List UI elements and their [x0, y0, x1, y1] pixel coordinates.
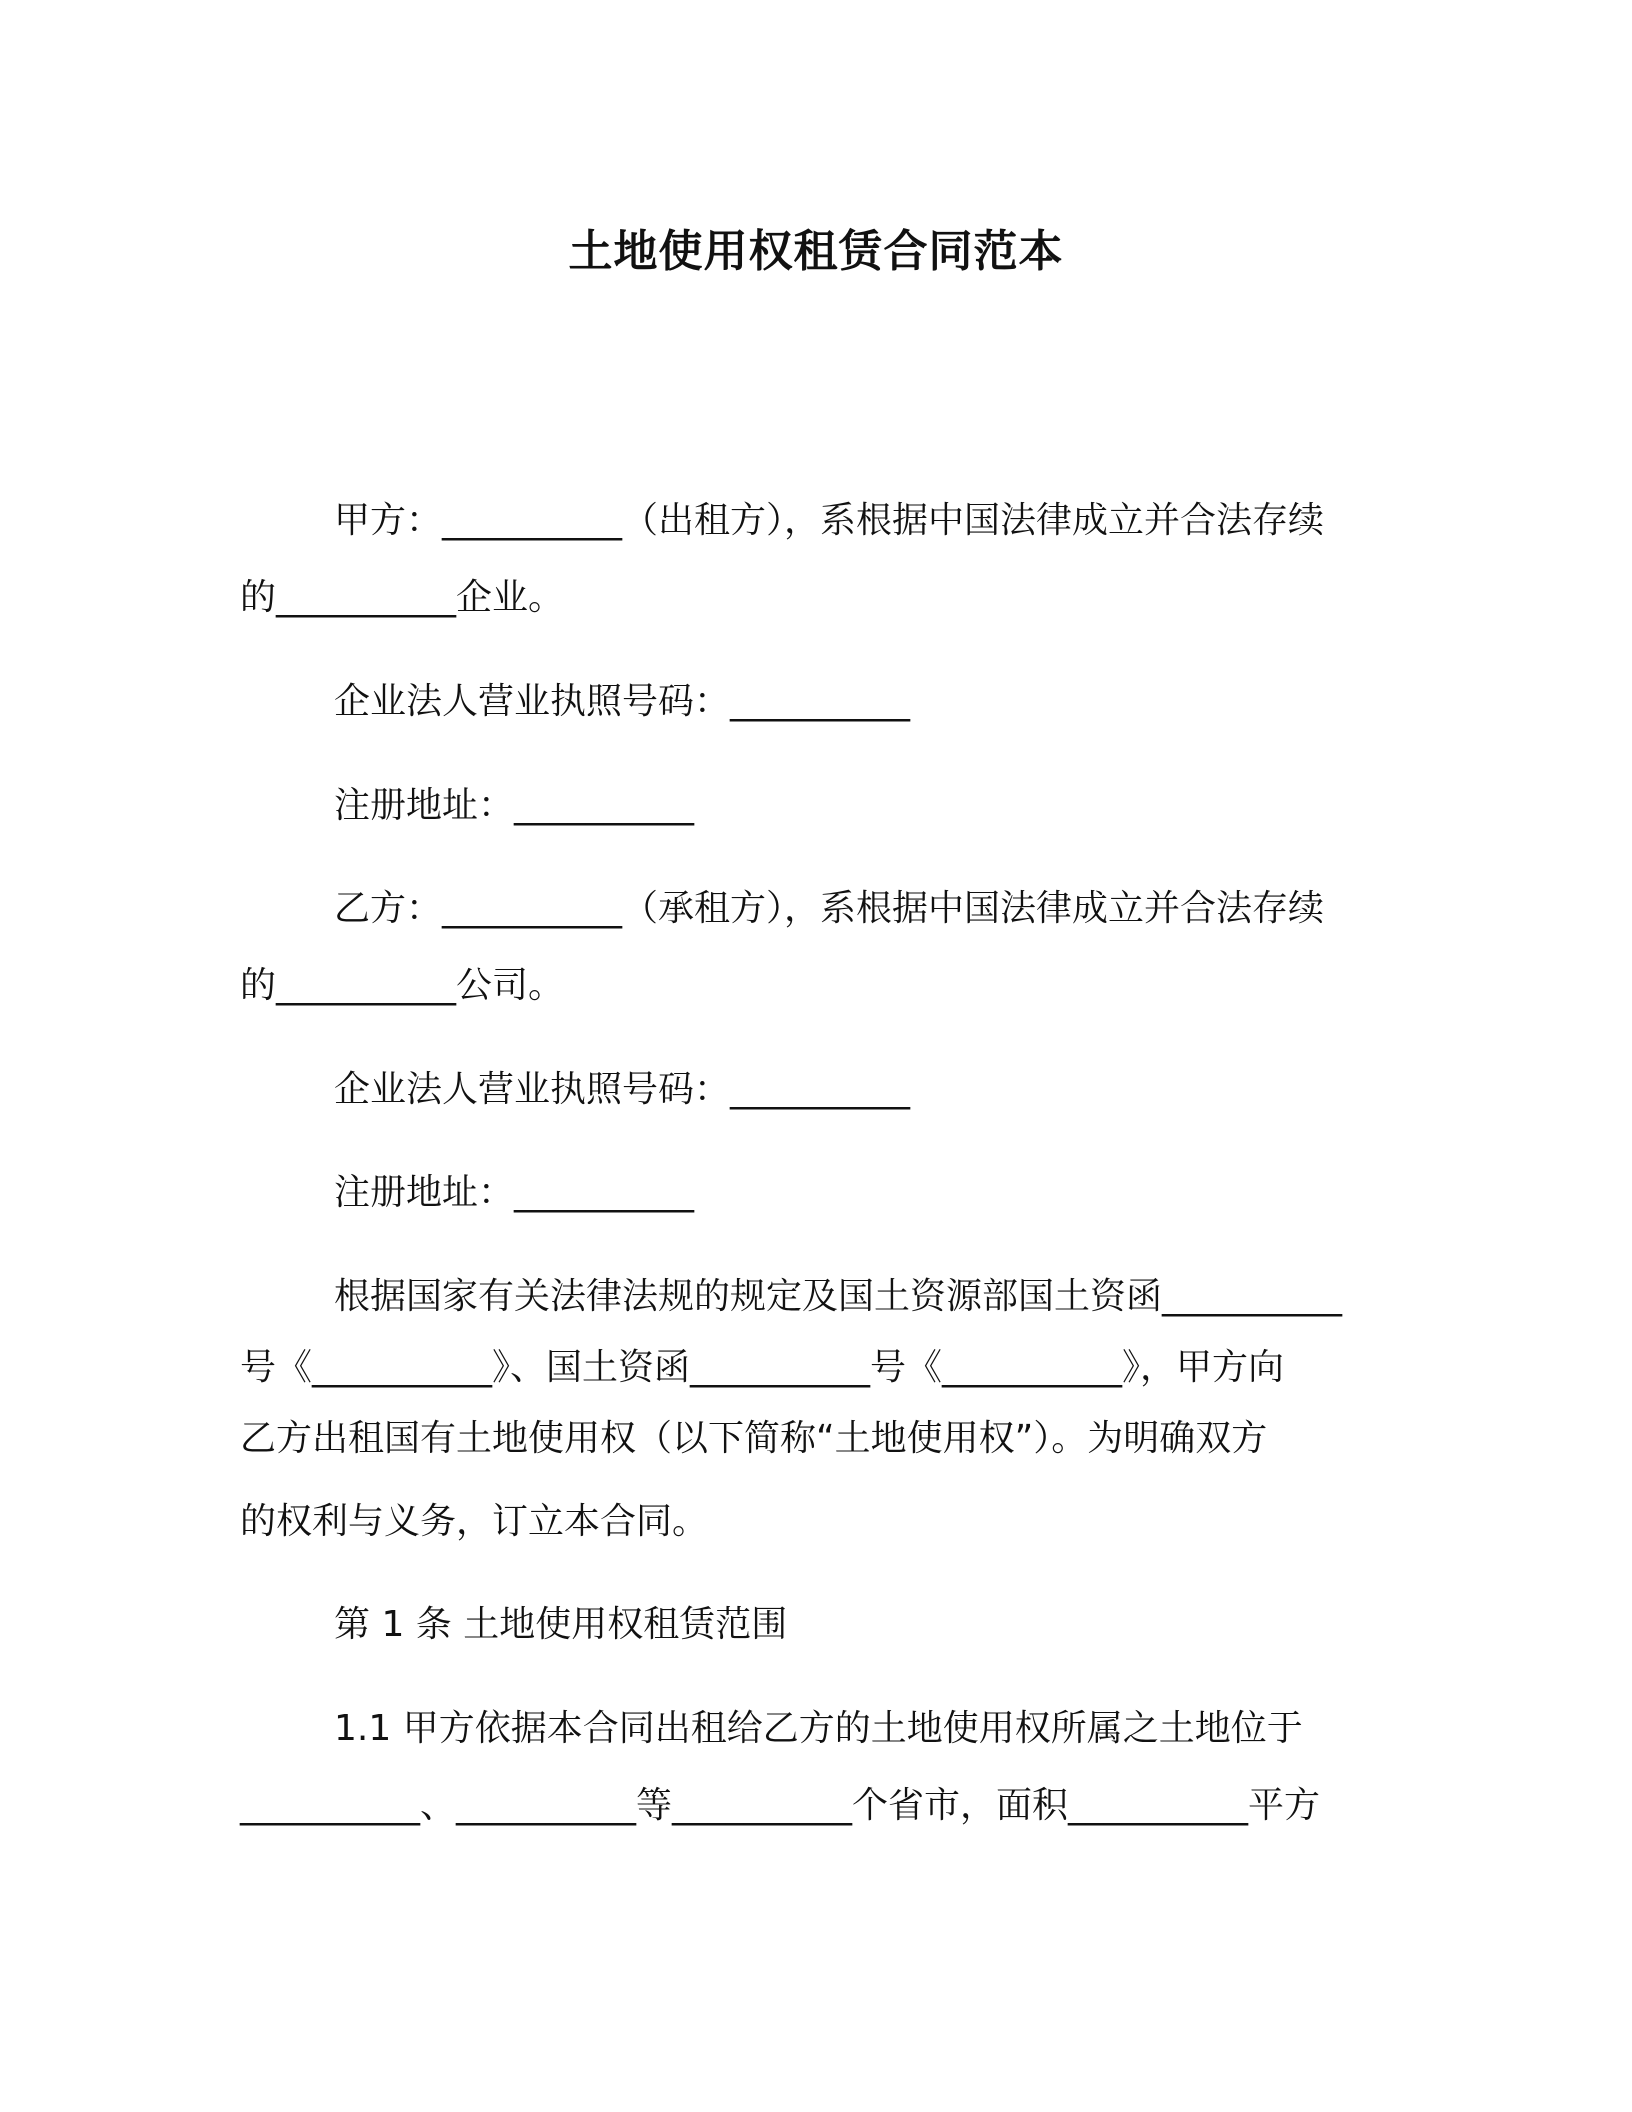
preamble-line-4: 的权利与义务，订立本合同。	[240, 1501, 709, 1542]
preamble-line-3: 乙方出租国有土地使用权（以下简称“土地使用权”）。为明确双方	[240, 1418, 1268, 1459]
party-a-address-line: 注册地址：__________	[334, 785, 695, 826]
preamble-line-2: 号《__________》、国土资函__________号《__________》，甲方向	[240, 1347, 1285, 1388]
party-a-line: 甲方：__________（出租方），系根据中国法律成立并合法存续	[334, 500, 1325, 541]
party-a-line-cont: 的__________企业。	[240, 577, 565, 618]
party-b-line: 乙方：__________（承租方），系根据中国法律成立并合法存续	[334, 888, 1325, 929]
party-b-address-line: 注册地址：__________	[334, 1172, 695, 1213]
article-1-heading: 第 1 条 土地使用权租赁范围	[334, 1604, 788, 1645]
clause-1-1-line-1: 1.1 甲方依据本合同出租给乙方的土地使用权所属之土地位于	[334, 1708, 1303, 1749]
party-a-license-line: 企业法人营业执照号码：__________	[334, 681, 911, 722]
party-b-line-cont: 的__________公司。	[240, 965, 565, 1006]
document-title: 土地使用权租赁合同范本	[568, 226, 1064, 277]
party-b-license-line: 企业法人营业执照号码：__________	[334, 1069, 911, 1110]
preamble-line-1: 根据国家有关法律法规的规定及国土资源部国土资函__________	[334, 1276, 1343, 1317]
clause-1-1-line-2: __________、__________等__________个省市，面积__________平方	[240, 1785, 1321, 1826]
